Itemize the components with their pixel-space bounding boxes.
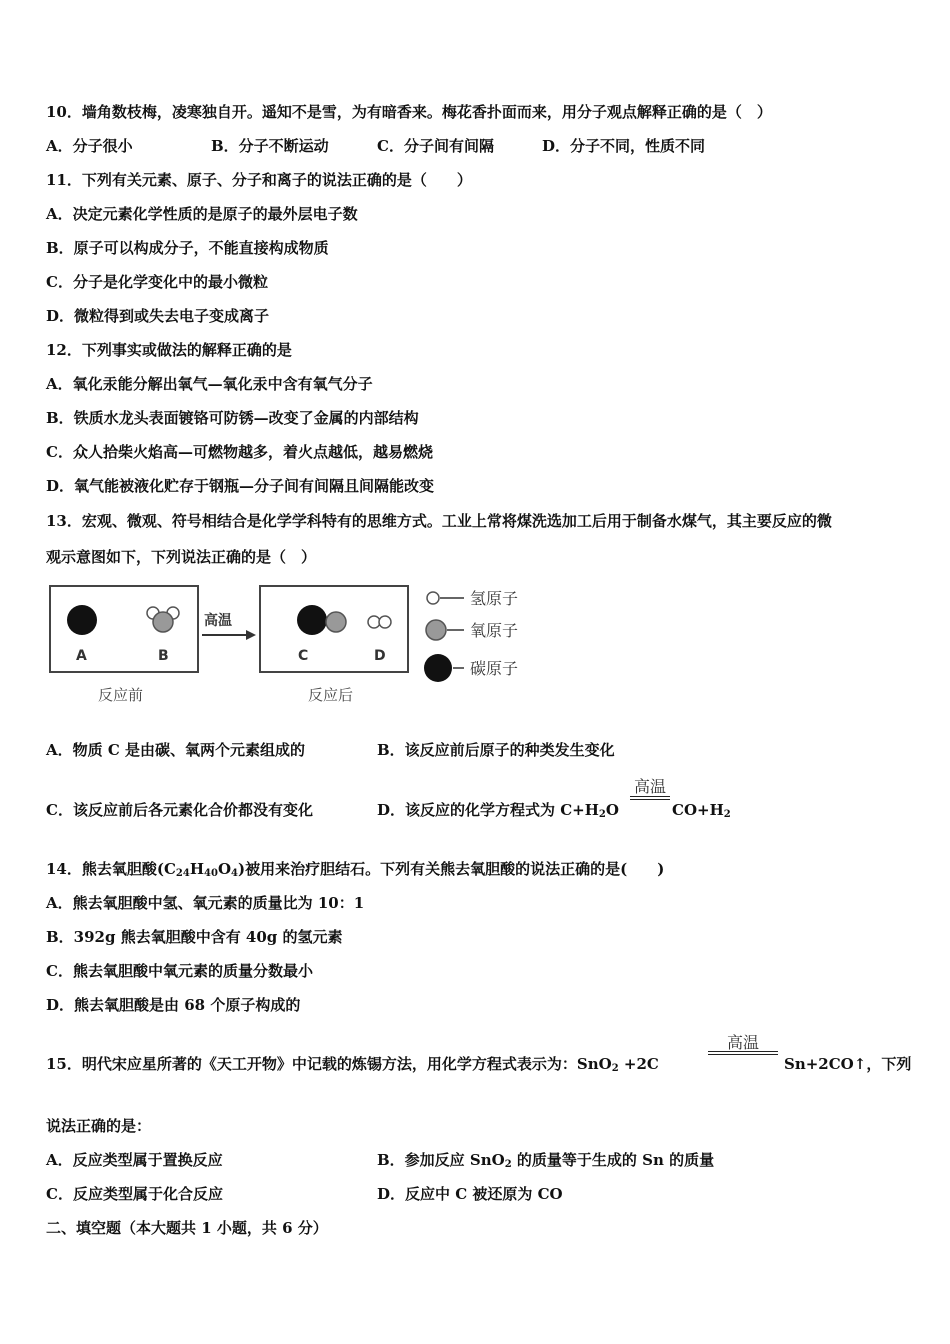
- label-d: D: [374, 648, 386, 664]
- q11-stem: 11．下列有关元素、原子、分子和离子的说法正确的是（ ）: [46, 171, 472, 189]
- q15-option-a: A．反应类型属于置换反应: [46, 1151, 223, 1169]
- q13-option-b: B．该反应前后原子的种类发生变化: [377, 741, 615, 759]
- q12-stem: 12．下列事实或做法的解释正确的是: [46, 341, 292, 359]
- label-b: B: [158, 648, 169, 664]
- q12-option-c: C．众人拾柴火焰高—可燃物越多，着火点越低，越易燃烧: [46, 443, 433, 461]
- arrow-head: [246, 630, 256, 640]
- q14-option-c: C．熊去氧胆酸中氧元素的质量分数最小: [46, 962, 313, 980]
- label-c: C: [298, 648, 309, 664]
- q15-option-c: C．反应类型属于化合反应: [46, 1185, 223, 1203]
- q10-option-c: C．分子间有间隔: [377, 137, 494, 155]
- legend-hydrogen: 氢原子: [470, 589, 519, 608]
- oxygen-atom-b: [153, 612, 173, 632]
- carbon-atom-a: [67, 605, 97, 635]
- q11-option-d: D．微粒得到或失去电子变成离子: [46, 307, 270, 325]
- q14-option-b: B．392g 熊去氧胆酸中含有 40g 的氢元素: [46, 928, 343, 946]
- q13-option-c: C．该反应前后各元素化合价都没有变化: [46, 801, 313, 819]
- legend-oxygen: 氧原子: [470, 621, 519, 640]
- q11-option-a: A．决定元素化学性质的是原子的最外层电子数: [46, 205, 358, 223]
- q15-stem-line2: 说法正确的是：: [46, 1117, 152, 1135]
- hydrogen-atom-d1: [368, 616, 380, 628]
- q15-equals-sign: [708, 1051, 778, 1055]
- q11-option-b: B．原子可以构成分子，不能直接构成物质: [46, 239, 329, 257]
- arrow-label: 高温: [204, 613, 232, 629]
- legend-oxygen-icon: [426, 620, 446, 640]
- legend-hydrogen-icon: [427, 592, 439, 604]
- legend-carbon-icon: [424, 654, 452, 682]
- q12-option-a: A．氧化汞能分解出氧气—氧化汞中含有氧气分子: [46, 375, 373, 393]
- q15-option-b: B．参加反应 SnO$_2$ 的质量等于生成的 Sn 的质量: [377, 1151, 715, 1170]
- q14-stem: 14．熊去氧胆酸$(C_{24}H_{40}O_4)$被用来治疗胆结石。下列有关熊去氧胆酸的说法正确的是( ): [46, 860, 665, 879]
- q13-option-d: D．该反应的化学方程式为 $C+H_2O$: [377, 801, 619, 820]
- q12-option-b: B．铁质水龙头表面镀铬可防锈—改变了金属的内部结构: [46, 409, 419, 427]
- q12-option-d: D．氧气能被液化贮存于钢瓶—分子间有间隔且间隔能改变: [46, 477, 435, 495]
- q15-option-d: D．反应中 C 被还原为 CO: [377, 1185, 563, 1203]
- q10-option-d: D．分子不同，性质不同: [542, 137, 706, 155]
- section2-heading: 二、填空题（本大题共 1 小题，共 6 分）: [46, 1219, 328, 1237]
- label-a: A: [76, 648, 87, 664]
- q10-option-b: B．分子不断运动: [211, 137, 329, 155]
- oxygen-atom-c: [326, 612, 346, 632]
- q15-stem-products: Sn+2CO↑，下列: [784, 1055, 912, 1073]
- hydrogen-atom-d2: [379, 616, 391, 628]
- q13-equals-sign: [630, 796, 670, 800]
- after-caption: 反应后: [308, 686, 354, 704]
- legend-carbon: 碳原子: [470, 659, 519, 678]
- q15-stem: 15．明代宋应星所著的《天工开物》中记载的炼锡方法，用化学方程式表示为：SnO$_2$ +2C: [46, 1055, 659, 1074]
- q10-option-a: A．分子很小: [46, 137, 133, 155]
- q11-option-c: C．分子是化学变化中的最小微粒: [46, 273, 268, 291]
- q13-option-d-products: $CO+H_2$: [672, 801, 731, 820]
- carbon-atom-c: [297, 605, 327, 635]
- reaction-diagram: [46, 580, 546, 710]
- q13-stem-line1: 13．宏观、微观、符号相结合是化学学科特有的思维方式。工业上常将煤洗选加工后用于制备水煤气，其主要反应的微: [46, 512, 832, 530]
- q13-condition: 高温: [633, 777, 666, 796]
- q14-option-d: D．熊去氧胆酸是由 68 个原子构成的: [46, 996, 301, 1014]
- q13-option-a: A．物质 C 是由碳、氧两个元素组成的: [46, 741, 306, 759]
- q10-stem: 10．墙角数枝梅，凌寒独自开。遥知不是雪，为有暗香来。梅花香扑面而来，用分子观点解释正确的是（ ）: [46, 103, 772, 121]
- q13-stem-line2: 观示意图如下，下列说法正确的是（ ）: [46, 548, 317, 566]
- q15-condition: 高温: [726, 1033, 759, 1052]
- q14-option-a: A．熊去氧胆酸中氢、氧元素的质量比为 10：1: [46, 894, 365, 912]
- before-caption: 反应前: [98, 686, 144, 704]
